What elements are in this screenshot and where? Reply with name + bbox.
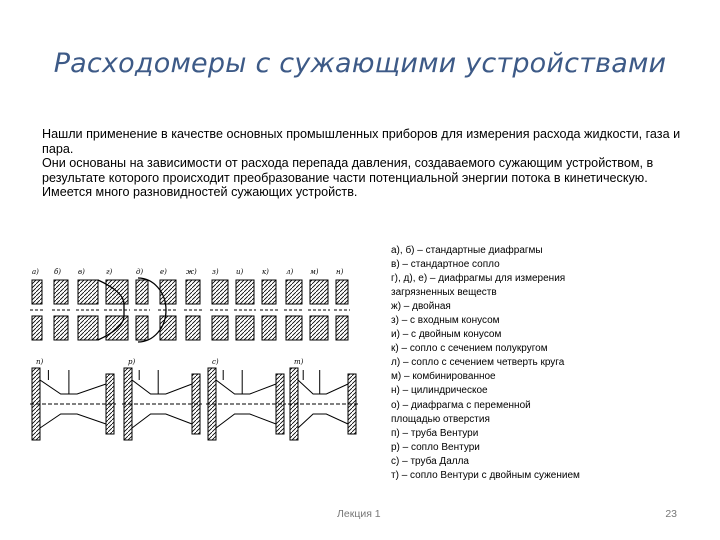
venturi-section xyxy=(206,368,286,440)
device-section xyxy=(104,280,130,340)
figure-label-top: и) xyxy=(236,268,244,276)
device-section xyxy=(30,280,44,340)
legend-item: и) – с двойным конусом xyxy=(391,329,502,341)
figure-label-top: в) xyxy=(78,268,85,276)
legend-item: г), д), е) – диафрагмы для измерения xyxy=(391,273,566,285)
device-section xyxy=(76,280,100,340)
figure-label-top: м) xyxy=(310,268,319,276)
figure-label-top: д) xyxy=(136,268,144,276)
restriction-devices-figure xyxy=(28,252,363,452)
legend-item: н) – цилиндрическое xyxy=(391,385,488,397)
device-section xyxy=(158,280,178,340)
figure-label-bottom: т) xyxy=(294,358,304,366)
figure-label-top: е) xyxy=(160,268,167,276)
legend-item: о) – диафрагма с переменной xyxy=(391,399,531,411)
slide-title: Расходомеры с сужающими устройствами xyxy=(53,48,667,79)
footer-lecture: Лекция 1 xyxy=(337,508,381,520)
figure-label-top: г) xyxy=(106,268,113,276)
figure-label-bottom: п) xyxy=(36,358,44,366)
figure-label-top: ж) xyxy=(186,268,197,276)
venturi-section xyxy=(30,368,116,440)
slide-body xyxy=(42,127,682,200)
legend-item: к) – сопло с сечением полукругом xyxy=(391,343,548,355)
page-number: 23 xyxy=(665,508,677,520)
device-section xyxy=(134,280,150,340)
legend-item: ж) – двойная xyxy=(391,301,451,313)
device-section xyxy=(260,280,278,340)
device-section xyxy=(308,280,330,340)
figure-label-bottom: с) xyxy=(212,358,219,366)
legend-item: а), б) – стандартные диафрагмы xyxy=(391,245,543,256)
legend-item: с) – труба Далла xyxy=(391,455,469,467)
paragraph-3: Имеется много разновидностей сужающих устройств. xyxy=(42,185,358,200)
device-section xyxy=(234,280,256,340)
figure-label-top: л) xyxy=(286,268,294,276)
legend-item: р) – сопло Вентури xyxy=(391,441,480,453)
legend-item: п) – труба Вентури xyxy=(391,427,479,439)
device-section xyxy=(334,280,350,340)
figure-label-top: к) xyxy=(262,268,269,276)
figure-label-top: н) xyxy=(336,268,344,276)
legend-item: т) – сопло Вентури с двойным сужением xyxy=(391,469,580,481)
legend-list xyxy=(391,244,691,483)
legend-item: в) – стандартное сопло xyxy=(391,259,500,271)
figure-label-top: з) xyxy=(212,268,219,276)
venturi-section xyxy=(122,368,202,440)
device-section xyxy=(210,280,230,340)
device-section xyxy=(184,280,202,340)
figure-label-bottom: р) xyxy=(128,358,136,366)
venturi-section xyxy=(288,368,358,440)
paragraph-1: Нашли применение в качестве основных промышленных приборов для измерения расхода жидкости, газа и пара. xyxy=(42,127,681,156)
figure-label-top: б) xyxy=(54,268,62,276)
legend-item: л) – сопло с сечением четверть круга xyxy=(391,357,565,369)
legend-item: загрязненных веществ xyxy=(391,287,497,299)
legend-item: площадью отверстия xyxy=(391,413,490,425)
legend-item: з) – с входным конусом xyxy=(391,315,500,327)
device-section xyxy=(284,280,304,340)
legend-item: м) – комбинированное xyxy=(391,371,496,383)
figure-label-top: а) xyxy=(32,268,39,276)
device-section xyxy=(52,280,70,340)
paragraph-2: Они основаны на зависимости от расхода перепада давления, создаваемого сужающим устройством, в результате которого происходит преобразование части потенциальной энергии потока в кинетическую. xyxy=(42,156,654,185)
